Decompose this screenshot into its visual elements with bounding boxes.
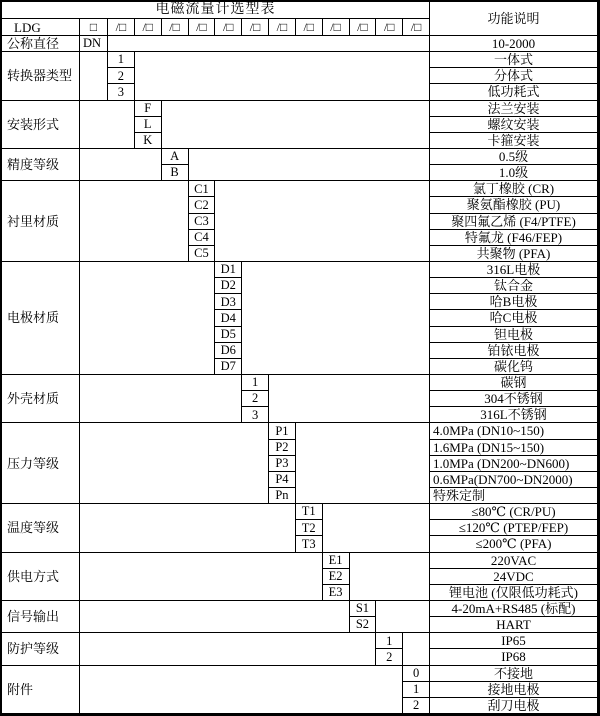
spacer-cell [80,101,135,149]
desc-cell: HART [430,617,598,633]
code-cell: D1 [215,262,242,278]
spacer-cell [108,36,430,52]
desc-cell: 分体式 [430,68,598,84]
code-cell: C3 [189,214,216,230]
spacer-cell [162,101,430,149]
desc-cell: 刮刀电极 [430,698,598,714]
code-cell: S1 [350,601,377,617]
spacer-cell [80,181,189,262]
spacer-cell [80,423,269,504]
code-slot-cell: /□ [350,19,377,36]
code-cell: E3 [323,585,350,601]
code-cell: 3 [242,407,269,423]
param-label-dn: 公称直径 [2,36,80,52]
param-label: 温度等级 [2,504,80,552]
desc-cell: 钽电极 [430,327,598,343]
spacer-cell [403,633,430,665]
spacer-cell [296,423,430,504]
code-slot-cell: /□ [296,19,323,36]
code-cell: P4 [269,472,296,488]
spacer-cell [269,375,430,423]
code-cell: 1 [108,52,135,68]
desc-cell: 碳化钨 [430,359,598,375]
param-label: 附件 [2,666,80,714]
desc-cell: 共聚物 (PFA) [430,246,598,262]
code-cell: F [135,101,162,117]
desc-cell: 1.0级 [430,165,598,181]
code-cell: S2 [350,617,377,633]
code-cell: T3 [296,536,323,552]
desc-cell: 不接地 [430,666,598,682]
desc-cell: 铂铱电极 [430,343,598,359]
param-label: 压力等级 [2,423,80,504]
desc-cell: 卡箍安装 [430,133,598,149]
code-cell: Pn [269,488,296,504]
param-label: 外壳材质 [2,375,80,423]
code-slot-cell: /□ [215,19,242,36]
code-slot-cell: /□ [189,19,216,36]
dn-code-cell: DN [80,36,108,52]
desc-cell: 24VDC [430,569,598,585]
desc-cell: ≤120℃ (PTEP/FEP) [430,520,598,536]
desc-cell: 0.6MPa(DN700~DN2000) [430,472,598,488]
param-label: 信号输出 [2,601,80,633]
code-cell: P3 [269,456,296,472]
param-label: 转换器类型 [2,52,80,100]
desc-cell: 4-20mA+RS485 (标配) [430,601,598,617]
code-slot-cell: /□ [135,19,162,36]
desc-cell: 哈B电极 [430,294,598,310]
spacer-cell [189,149,431,181]
desc-cell: 316L不锈钢 [430,407,598,423]
code-cell: P2 [269,440,296,456]
param-label: 防护等级 [2,633,80,665]
desc-cell: 哈C电极 [430,310,598,326]
spacer-cell [80,375,242,423]
code-cell: 2 [376,649,403,665]
spacer-cell [80,262,215,375]
desc-cell: 钛合金 [430,278,598,294]
spacer-cell [80,601,350,633]
param-label: 衬里材质 [2,181,80,262]
desc-cell: 一体式 [430,52,598,68]
desc-cell: 螺纹安装 [430,117,598,133]
spacer-cell [376,601,430,633]
code-cell: D5 [215,327,242,343]
code-cell: 2 [108,68,135,84]
code-cell: D2 [215,278,242,294]
spacer-cell [80,666,403,714]
code-cell: A [162,149,189,165]
code-cell: 1 [242,375,269,391]
code-cell: D7 [215,359,242,375]
code-slot-cell: /□ [323,19,350,36]
desc-cell: 聚四氟乙烯 (F4/PTFE) [430,214,598,230]
desc-cell: 220VAC [430,553,598,569]
desc-cell: 316L电极 [430,262,598,278]
code-slot-cell: /□ [403,19,430,36]
code-cell: 0 [403,666,430,682]
desc-cell: IP65 [430,633,598,649]
code-slot-cell: /□ [376,19,403,36]
desc-cell: 碳钢 [430,375,598,391]
table-title: 电磁流量计选型表 [2,2,430,19]
spacer-cell [80,52,108,100]
ldg-label: LDG [2,19,80,36]
desc-cell: 4.0MPa (DN10~150) [430,423,598,439]
spacer-cell [323,504,430,552]
dn-box-cell: □ [80,19,108,36]
code-cell: K [135,133,162,149]
spacer-cell [215,181,430,262]
code-cell: D3 [215,294,242,310]
code-slot-cell: /□ [162,19,189,36]
code-cell: 3 [108,84,135,100]
desc-cell: ≤80℃ (CR/PU) [430,504,598,520]
code-cell: 2 [403,698,430,714]
desc-cell: 10-2000 [430,36,598,52]
code-cell: 1 [403,682,430,698]
code-cell: 1 [376,633,403,649]
code-slot-cell: /□ [242,19,269,36]
desc-cell: 接地电极 [430,682,598,698]
code-cell: P1 [269,423,296,439]
desc-cell: 聚氨酯橡胶 (PU) [430,197,598,213]
code-slot-cell: /□ [269,19,296,36]
code-cell: C1 [189,181,216,197]
desc-cell: 1.0MPa (DN200~DN600) [430,456,598,472]
spacer-cell [80,504,296,552]
code-slot-cell: /□ [108,19,135,36]
code-cell: T1 [296,504,323,520]
code-cell: E1 [323,553,350,569]
desc-cell: 1.6MPa (DN15~150) [430,440,598,456]
desc-cell: 氯丁橡胶 (CR) [430,181,598,197]
spacer-cell [80,633,376,665]
code-cell: 2 [242,391,269,407]
param-label: 供电方式 [2,553,80,601]
param-label: 安装形式 [2,101,80,149]
desc-cell: ≤200℃ (PFA) [430,536,598,552]
desc-cell: 特殊定制 [430,488,598,504]
desc-cell: IP68 [430,649,598,665]
desc-cell: 304不锈钢 [430,391,598,407]
code-cell: L [135,117,162,133]
code-cell: T2 [296,520,323,536]
desc-header: 功能说明 [430,2,598,36]
code-cell: D4 [215,310,242,326]
desc-cell: 0.5级 [430,149,598,165]
spacer-cell [135,52,430,100]
code-cell: D6 [215,343,242,359]
code-cell: C2 [189,197,216,213]
spacer-cell [242,262,430,375]
code-cell: C5 [189,246,216,262]
code-cell: E2 [323,569,350,585]
spacer-cell [80,149,162,181]
desc-cell: 低功耗式 [430,84,598,100]
desc-cell: 法兰安装 [430,101,598,117]
spacer-cell [80,553,323,601]
desc-cell: 锂电池 (仅限低功耗式) [430,585,598,601]
desc-cell: 特氟龙 (F46/FEP) [430,230,598,246]
param-label: 电极材质 [2,262,80,375]
param-label: 精度等级 [2,149,80,181]
code-cell: C4 [189,230,216,246]
spacer-cell [350,553,431,601]
code-cell: B [162,165,189,181]
